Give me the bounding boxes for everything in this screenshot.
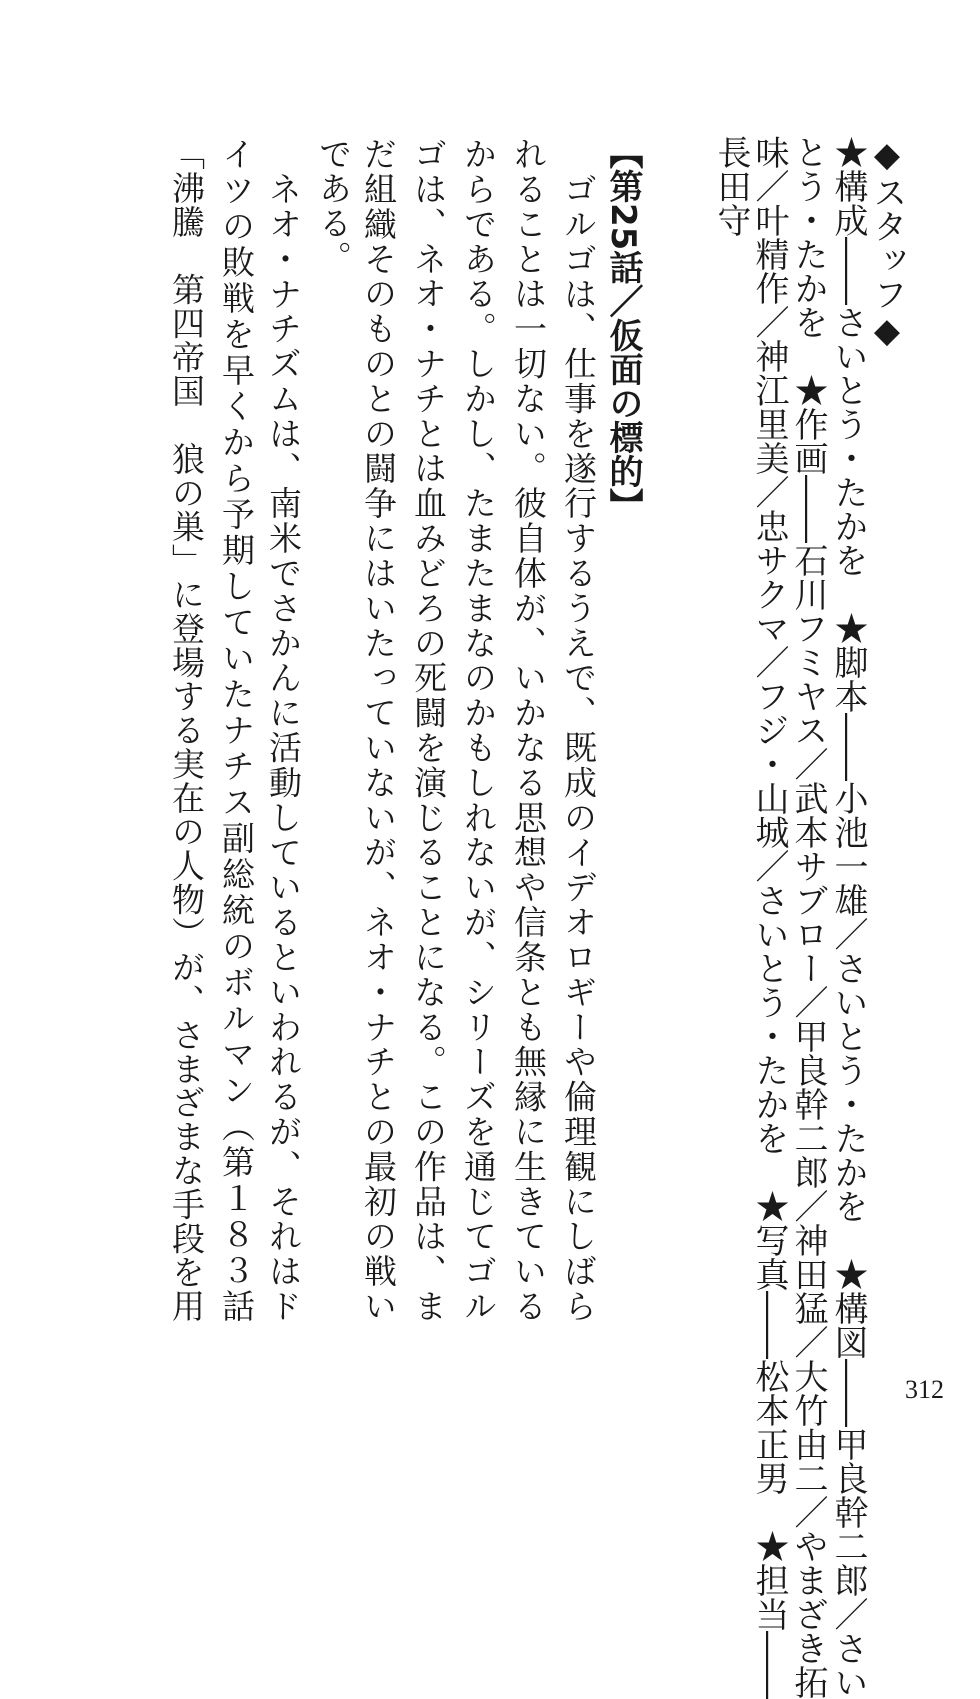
paragraph-line: だ組織そのものとの闘争にはいたっていないが、ネオ・ナチとの最初の戦い (359, 137, 398, 1322)
paragraph-line: 「沸騰 第四帝国 狼の巣」に登場する実在の人物）が、さまざまな手段を用 (167, 137, 206, 1322)
staff-line: 味／叶精作／神江里美／忠サクマ／フジ・山城／さいとう・たかを ★写真――松本正男 ★担当―― (749, 135, 789, 1699)
staff-title: ◆スタッフ◆ (867, 135, 907, 351)
paragraph-line: ゴは、ネオ・ナチとは血みどろの死闘を演じることになる。この作品は、ま (409, 137, 448, 1322)
paragraph-line: イツの敗戦を早くから予期していたナチス副総統のボルマン（第１８３話 (217, 137, 256, 1322)
paragraph-line: れることは一切ない。彼自体が、いかなる思想や信条とも無縁に生きている (509, 137, 548, 1322)
article-heading: 【第25話／仮面の標的】 (603, 135, 643, 523)
page-number: 312 (905, 1375, 944, 1404)
paragraph-line: ネオ・ナチズムは、南米でさかんに活動しているといわれるが、それはド (264, 172, 303, 1322)
staff-line: ★構成――さいとう・たかを ★脚本――小池一雄／さいとう・たかを ★構図――甲良幹二郎／さい (828, 135, 868, 1699)
staff-line: 長田守 (711, 135, 751, 237)
paragraph-line: ゴルゴは、仕事を遂行するうえで、既成のイデオロギーや倫理観にしばら (559, 172, 598, 1322)
staff-line: とう・たかを ★作画――石川フミヤス／武本サブロー／甲良幹二郎／神田猛／大竹由二／やまざき拓 (788, 135, 828, 1699)
paragraph-line: である。 (314, 137, 353, 275)
paragraph-line: からである。しかし、たまたまなのかもしれないが、シリーズを通じてゴル (459, 137, 498, 1322)
